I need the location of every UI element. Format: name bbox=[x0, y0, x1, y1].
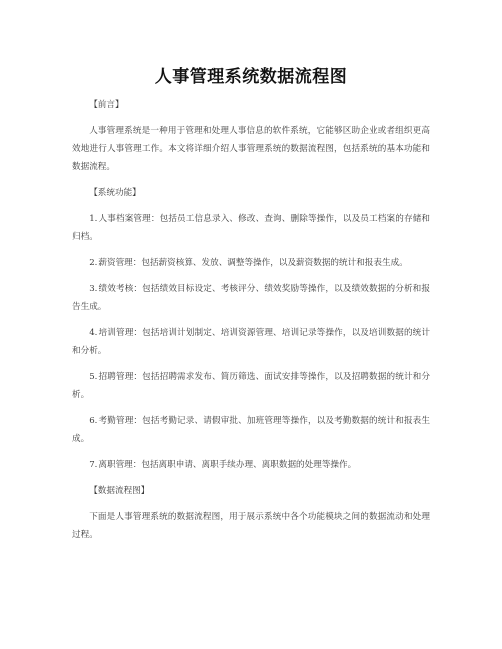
preface-paragraph: 人事管理系统是一种用于管理和处理人事信息的软件系统，它能够区助企业或者组织更高效地进行人事管理工作。本文将详细介绍人事管理系统的数据流程图，包括系统的基本功能和数据流程。 bbox=[72, 126, 430, 172]
function-item-number: 5. bbox=[89, 372, 98, 382]
function-item-text: 培训管理：包括培训计划制定、培训资源管理、培训记录等操作，以及培训数据的统计和分析。 bbox=[72, 328, 430, 356]
function-item-number: 2. bbox=[89, 258, 98, 268]
document-body bbox=[72, 96, 430, 552]
function-item-2 bbox=[72, 254, 430, 272]
function-item-5 bbox=[72, 368, 430, 404]
function-item-number: 7. bbox=[89, 460, 98, 470]
function-item-text: 薪资管理：包括薪资核算、发放、调整等操作，以及薪资数据的统计和报表生成。 bbox=[98, 258, 408, 268]
function-item-text: 考勤管理：包括考勤记录、请假审批、加班管理等操作，以及考勤数据的统计和报表生成。 bbox=[72, 416, 430, 444]
function-item-text: 人事档案管理：包括员工信息录入、修改、查询、删除等操作，以及员工档案的存储和归档。 bbox=[72, 214, 430, 242]
dataflow-heading: 【数据流程图】 bbox=[89, 486, 150, 496]
function-item-7 bbox=[72, 456, 430, 474]
function-item-1 bbox=[72, 210, 430, 246]
function-item-number: 4. bbox=[89, 328, 98, 338]
function-item-number: 1. bbox=[89, 214, 98, 224]
dataflow-paragraph: 下面是人事管理系统的数据流程图，用于展示系统中各个功能模块之间的数据流动和处理过程。 bbox=[72, 512, 430, 540]
function-item-text: 离职管理：包括离职申请、离职手续办理、离职数据的处理等操作。 bbox=[98, 460, 357, 470]
preface-heading: 【前言】 bbox=[89, 100, 124, 110]
function-item-number: 6. bbox=[89, 416, 98, 426]
function-item-text: 招聘管理：包括招聘需求发布、简历筛选、面试安排等操作，以及招聘数据的统计和分析。 bbox=[72, 372, 430, 400]
functions-heading: 【系统功能】 bbox=[89, 188, 141, 198]
function-item-6 bbox=[72, 412, 430, 448]
function-item-number: 3. bbox=[89, 284, 98, 294]
function-item-text: 绩效考核：包括绩效目标设定、考核评分、绩效奖励等操作，以及绩效数据的分析和报告生成。 bbox=[72, 284, 430, 312]
function-item-4 bbox=[72, 324, 430, 360]
function-item-3 bbox=[72, 280, 430, 316]
document-title: 人事管理系统数据流程图 bbox=[154, 67, 348, 87]
